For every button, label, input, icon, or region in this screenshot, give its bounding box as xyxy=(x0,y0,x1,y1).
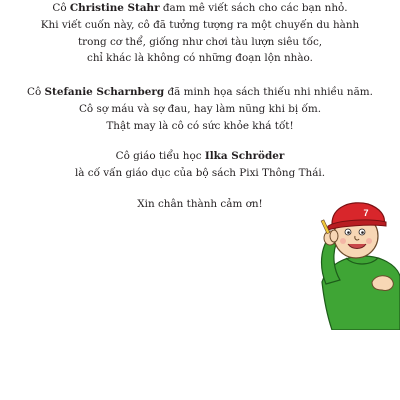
author-line-1 xyxy=(0,0,400,17)
author-line-1-prefix: Cô xyxy=(52,2,70,14)
advisor-line-2: là cố vấn giáo dục của bộ sách Pixi Thông Thái. xyxy=(74,166,326,179)
illustrator-line-3: Thật may là cô có sức khỏe khá tốt! xyxy=(106,119,294,132)
author-paragraph xyxy=(0,0,400,67)
illustrator-line-2: Cô sợ máu và sợ đau, hay làm nũng khi bị ốm. xyxy=(78,102,321,115)
illustrator-line-1 xyxy=(0,84,400,101)
illustrator-line-1-suffix: đã minh họa sách thiếu nhi nhiều năm. xyxy=(164,86,373,98)
illustrator-line-1-prefix: Cô xyxy=(27,86,45,98)
ear xyxy=(330,230,338,242)
author-name: Christine Stahr xyxy=(69,2,160,14)
right-hand xyxy=(372,276,393,291)
illustrator-name: Stefanie Scharnberg xyxy=(44,86,165,98)
right-cheek xyxy=(366,238,372,244)
author-line-2: Khi viết cuốn này, cô đã tưởng tượng ra một chuyến du hành xyxy=(40,18,360,31)
author-line-3: trong cơ thể, giống như chơi tàu lượn siêu tốc, xyxy=(77,35,323,48)
illustrator-paragraph xyxy=(0,84,400,134)
author-line-1-suffix: đam mê viết sách cho các bạn nhỏ. xyxy=(159,2,348,14)
left-cheek xyxy=(340,238,346,244)
author-line-4: chỉ khác là không có những đoạn lộn nhào. xyxy=(87,52,313,65)
closing-thanks: Xin chân thành cảm ơn! xyxy=(137,198,263,210)
advisor-line-1-prefix: Cô giáo tiểu học xyxy=(115,150,205,162)
advisor-line-1 xyxy=(0,148,400,165)
left-pupil xyxy=(347,231,350,234)
advisor-name: Ilka Schröder xyxy=(204,150,285,162)
boy-with-red-cap-icon xyxy=(318,200,400,330)
right-pupil xyxy=(361,231,364,234)
advisor-paragraph xyxy=(0,148,400,182)
cap-number: 7 xyxy=(363,208,369,218)
